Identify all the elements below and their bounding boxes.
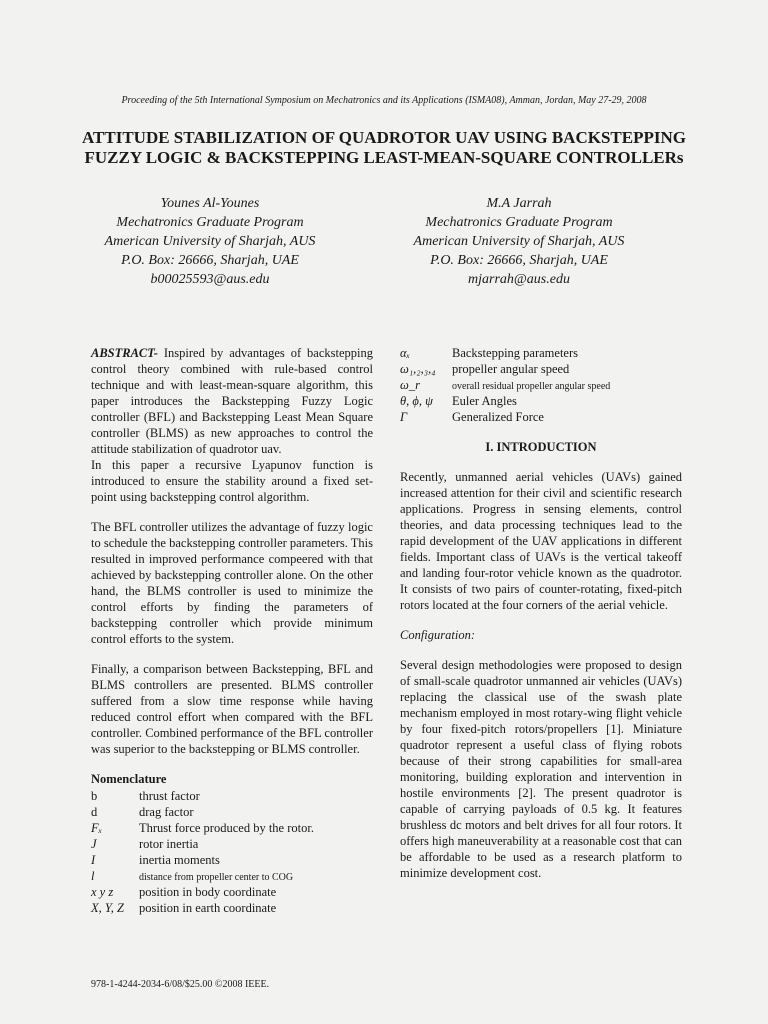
nomenclature-description: position in earth coordinate	[139, 901, 277, 915]
nomenclature-description: Thrust force produced by the rotor.	[139, 821, 314, 835]
symbol-description: propeller angular speed	[452, 362, 570, 376]
author-email: mjarrah@aus.edu	[468, 272, 570, 287]
abstract-text: Inspired by advantages of backstepping control theory combined with rule-based control technique and with least-mean-square algorithm, this paper introduces the Backstepping Fuzzy Logic controller (BFL) and Backstepping Least Mean Square controller (BLMS) as new approaches to control the attitude stabilization of quadrotor uav.	[91, 346, 373, 456]
symbol: Γ	[400, 410, 408, 424]
section-heading-introduction: I. INTRODUCTION	[485, 440, 597, 454]
symbol-description: Euler Angles	[452, 394, 517, 408]
intro-paragraph-2: Several design methodologies were proposed to design of small-scale quadrotor unmanned air vehicles (UAVs) replacing the classical use of the swash plate mechanism employed in most rotary-wing flight vehicle by four fixed-pitch rotors/propellers [1]. Miniature quadrotor represent a useful class of flying robots because of their strong capabilities for small-area monitoring, building exploration and intervention in hostile environments [2]. The present quadrotor is capable of carrying payloads of 0.5 kg. It features brushless dc motors and belt drives for all four rotors. It offers high maneuverability at a reasonable cost that can be affordable to be used as a research platform to minimize development cost.	[400, 658, 682, 880]
paper-title	[60, 128, 708, 168]
nomenclature-symbol: x y z	[91, 885, 114, 899]
nomenclature-symbol: I	[91, 853, 96, 867]
abstract-label: ABSTRACT-	[91, 346, 158, 360]
nomenclature-row	[91, 836, 373, 852]
symbol-description: Backstepping parameters	[452, 346, 578, 360]
nomenclature-symbol: l	[91, 869, 95, 883]
author-univ: American University of Sharjah, AUS	[104, 234, 316, 249]
nomenclature-description: thrust factor	[139, 789, 200, 803]
author-email: b00025593@aus.edu	[150, 272, 270, 287]
symbol: ω_r	[400, 378, 420, 392]
author-address: P.O. Box: 26666, Sharjah, UAE	[121, 253, 299, 268]
symbol-row	[400, 377, 682, 393]
symbol-row	[400, 393, 682, 409]
author-name: M.A Jarrah	[486, 196, 552, 211]
nomenclature-symbol: X, Y, Z	[91, 901, 124, 915]
abstract-paragraph-1	[91, 345, 373, 457]
symbol-row	[400, 345, 682, 361]
left-column	[91, 345, 373, 916]
symbol-row	[400, 361, 682, 377]
nomenclature-symbol: d	[91, 805, 98, 819]
symbol-description: overall residual propeller angular speed	[452, 381, 611, 392]
nomenclature-description: position in body coordinate	[139, 885, 277, 899]
abstract-paragraph-3: The BFL controller utilizes the advantage of fuzzy logic to schedule the backstepping controller parameters. This resulted in improved performance compeered with that achieved by backstepping controller alone. On the other hand, the BLMS controller is used to minimize the control efforts by finding the parameters of backstepping controller which provide minimum control efforts to the system.	[91, 520, 373, 646]
nomenclature-description: drag factor	[139, 805, 194, 819]
proceedings-header: Proceeding of the 5th International Symposium on Mechatronics and its Applications (ISMA08), Amman, Jordan, May 27-29, 2008	[121, 95, 647, 106]
nomenclature-row	[91, 852, 373, 868]
nomenclature-symbol: J	[91, 837, 97, 851]
nomenclature-symbol: Fₓ	[91, 821, 103, 835]
author-univ: American University of Sharjah, AUS	[413, 234, 625, 249]
nomenclature-row	[91, 804, 373, 820]
nomenclature-row	[91, 868, 373, 884]
symbol-row	[400, 409, 682, 425]
nomenclature-title: Nomenclature	[91, 772, 167, 786]
nomenclature-symbol: b	[91, 789, 98, 803]
nomenclature-description: inertia moments	[139, 853, 220, 867]
nomenclature-row	[91, 788, 373, 804]
subheading-configuration: Configuration:	[400, 628, 476, 642]
copyright-footer: 978-1-4244-2034-6/08/$25.00 ©2008 IEEE.	[91, 979, 270, 990]
nomenclature-row	[91, 884, 373, 900]
abstract-paragraph-4: Finally, a comparison between Backstepping, BFL and BLMS controllers are presented. BLMS controller suffered from a slow time response while having reduced control effort when compared with the BFL controller. Combined performance of the BFL controller was superior to the backstepping or BLMS controller.	[91, 662, 373, 756]
intro-paragraph-1: Recently, unmanned aerial vehicles (UAVs) gained increased attention for their civil and scientific research applications. Progress in sensing elements, control theories, and data processing techniques lead to the rapid development of the UAV applications in different fields. Important class of UAVs is the vertical takeoff and landing four-rotor vehicle known as the quadrotor. It consists of two pairs of counter-rotating, fixed-pitch rotors located at the four corners of the aerial vehicle.	[400, 470, 682, 612]
author-name: Younes Al-Younes	[160, 196, 260, 211]
author-dept: Mechatronics Graduate Program	[116, 215, 304, 230]
nomenclature-description: distance from propeller center to COG	[139, 872, 294, 883]
author-dept: Mechatronics Graduate Program	[425, 215, 613, 230]
nomenclature-row	[91, 820, 373, 836]
nomenclature-description: rotor inertia	[139, 837, 199, 851]
nomenclature-row	[91, 900, 373, 916]
right-column	[400, 345, 682, 881]
symbol: ω₁,₂,₃,₄	[400, 362, 436, 376]
abstract-paragraph-2: In this paper a recursive Lyapunov function is introduced to ensure the stability around a fixed set-point using backstepping control algorithm.	[91, 458, 373, 504]
author-block-2	[379, 194, 659, 289]
author-address: P.O. Box: 26666, Sharjah, UAE	[430, 253, 608, 268]
symbol: αₓ	[400, 346, 411, 360]
author-block-1	[70, 194, 350, 289]
title-line-2: FUZZY LOGIC & BACKSTEPPING LEAST-MEAN-SQUARE CONTROLLERs	[84, 148, 684, 167]
symbol: θ, ϕ, ψ	[400, 394, 433, 408]
symbol-description: Generalized Force	[452, 410, 544, 424]
title-line-1: ATTITUDE STABILIZATION OF QUADROTOR UAV USING BACKSTEPPING	[82, 128, 686, 147]
